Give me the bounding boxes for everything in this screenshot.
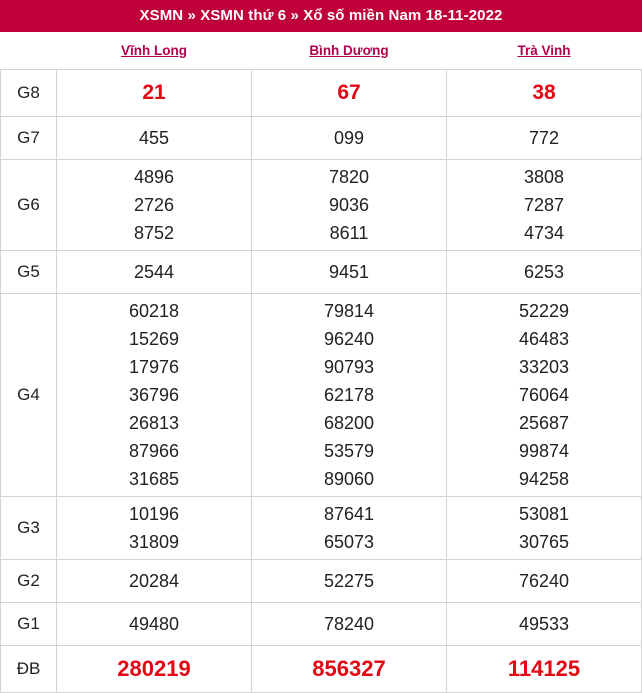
- number: 25687: [518, 413, 570, 433]
- number: 49533: [518, 614, 570, 634]
- table-row-g1: [1, 603, 642, 646]
- number: 38: [532, 81, 556, 104]
- number: 87641: [323, 504, 375, 524]
- prize-cell-g1-vinh-long: [57, 603, 252, 646]
- prize-cell-g1-binh-duong: [252, 603, 447, 646]
- number: 4734: [523, 223, 565, 243]
- prize-cell-g6-tra-vinh: [447, 160, 642, 251]
- number: 8752: [133, 223, 175, 243]
- prize-label-g7: G7: [1, 117, 57, 160]
- prize-label-g8: G8: [1, 70, 57, 117]
- number: 31809: [128, 532, 180, 552]
- table-row-g5: [1, 251, 642, 294]
- prize-cell-g4-binh-duong: [252, 294, 447, 497]
- number: 99874: [518, 441, 570, 461]
- number: 94258: [518, 469, 570, 489]
- lottery-results-table: [0, 32, 642, 693]
- number: 60218: [128, 301, 180, 321]
- number: 52229: [518, 301, 570, 321]
- number: 30765: [518, 532, 570, 552]
- prize-label-g1: G1: [1, 603, 57, 646]
- prize-cell-g8-vinh-long: [57, 70, 252, 117]
- table-body: [1, 70, 642, 693]
- province-header-1: [252, 32, 447, 70]
- prize-label-g3: G3: [1, 497, 57, 560]
- number: 87966: [128, 441, 180, 461]
- number: 78240: [323, 614, 375, 634]
- prize-cell-g6-binh-duong: [252, 160, 447, 251]
- table-row-g4: [1, 294, 642, 497]
- number: 49480: [128, 614, 180, 634]
- prize-cell-g5-vinh-long: [57, 251, 252, 294]
- table-header-row: [1, 32, 642, 70]
- table-row-db: [1, 646, 642, 693]
- number: 15269: [128, 329, 180, 349]
- prize-cell-g3-binh-duong: [252, 497, 447, 560]
- prize-cell-g2-vinh-long: [57, 560, 252, 603]
- header-corner-cell: [1, 32, 57, 70]
- number: 76240: [518, 571, 570, 591]
- number: 4896: [133, 167, 175, 187]
- number: 36796: [128, 385, 180, 405]
- prize-cell-db-binh-duong: [252, 646, 447, 693]
- number: 772: [528, 128, 560, 148]
- number: 68200: [323, 413, 375, 433]
- prize-label-g6: G6: [1, 160, 57, 251]
- table-row-g8: [1, 70, 642, 117]
- number: 455: [138, 128, 170, 148]
- prize-cell-g4-tra-vinh: [447, 294, 642, 497]
- prize-label-g4: G4: [1, 294, 57, 497]
- number: 65073: [323, 532, 375, 552]
- prize-cell-g3-vinh-long: [57, 497, 252, 560]
- number: 79814: [323, 301, 375, 321]
- prize-label-g2: G2: [1, 560, 57, 603]
- number: 52275: [323, 571, 375, 591]
- province-header-2: [447, 32, 642, 70]
- number: 099: [333, 128, 365, 148]
- prize-cell-g1-tra-vinh: [447, 603, 642, 646]
- table-row-g2: [1, 560, 642, 603]
- prize-cell-g2-tra-vinh: [447, 560, 642, 603]
- prize-cell-db-vinh-long: [57, 646, 252, 693]
- prize-cell-g8-tra-vinh: [447, 70, 642, 117]
- number: 9036: [328, 195, 370, 215]
- prize-cell-g6-vinh-long: [57, 160, 252, 251]
- table-row-g3: [1, 497, 642, 560]
- number: 6253: [523, 262, 565, 282]
- number: 26813: [128, 413, 180, 433]
- prize-cell-g7-vinh-long: [57, 117, 252, 160]
- number: 856327: [312, 656, 386, 681]
- table-row-g6: [1, 160, 642, 251]
- number: 90793: [323, 357, 375, 377]
- number: 31685: [128, 469, 180, 489]
- number: 7287: [523, 195, 565, 215]
- number: 89060: [323, 469, 375, 489]
- number: 53081: [518, 504, 570, 524]
- number: 2544: [133, 262, 175, 282]
- number: 9451: [328, 262, 370, 282]
- prize-cell-db-tra-vinh: [447, 646, 642, 693]
- prize-cell-g2-binh-duong: [252, 560, 447, 603]
- prize-cell-g8-binh-duong: [252, 70, 447, 117]
- prize-cell-g7-binh-duong: [252, 117, 447, 160]
- province-header-0: [57, 32, 252, 70]
- number: 96240: [323, 329, 375, 349]
- number: 53579: [323, 441, 375, 461]
- number: 8611: [329, 223, 369, 243]
- prize-cell-g7-tra-vinh: [447, 117, 642, 160]
- number: 114125: [507, 656, 581, 681]
- table-row-g7: [1, 117, 642, 160]
- number: 33203: [518, 357, 570, 377]
- number: 76064: [518, 385, 570, 405]
- number: 21: [142, 81, 166, 104]
- page-title: XSMN » XSMN thứ 6 » Xổ số miền Nam 18-11-2022: [0, 0, 642, 32]
- prize-cell-g5-tra-vinh: [447, 251, 642, 294]
- prize-cell-g5-binh-duong: [252, 251, 447, 294]
- prize-cell-g3-tra-vinh: [447, 497, 642, 560]
- number: 280219: [117, 656, 191, 681]
- table-header: [1, 32, 642, 70]
- prize-cell-g4-vinh-long: [57, 294, 252, 497]
- number: 46483: [518, 329, 570, 349]
- number: 20284: [128, 571, 180, 591]
- number: 7820: [328, 167, 370, 187]
- number: 10196: [128, 504, 180, 524]
- number: 17976: [128, 357, 180, 377]
- number: 3808: [523, 167, 565, 187]
- province-link-binh-duong[interactable]: Bình Dương: [309, 43, 389, 58]
- prize-label-g5: G5: [1, 251, 57, 294]
- number: 2726: [133, 195, 175, 215]
- province-link-vinh-long[interactable]: Vĩnh Long: [121, 43, 187, 58]
- prize-label-db: ĐB: [1, 646, 57, 693]
- number: 67: [337, 81, 361, 104]
- number: 62178: [323, 385, 375, 405]
- province-link-tra-vinh[interactable]: Trà Vinh: [517, 43, 571, 58]
